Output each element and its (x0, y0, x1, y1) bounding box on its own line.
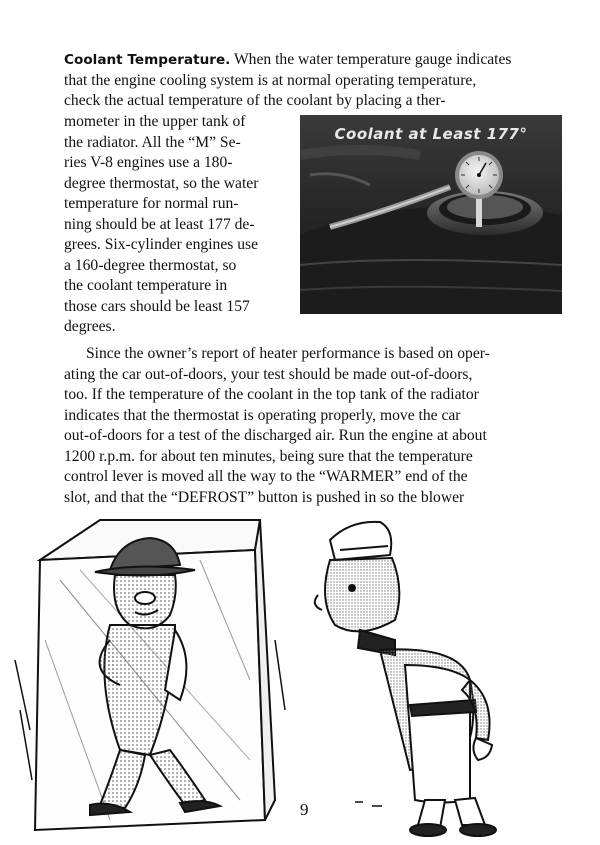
section-heading: Coolant Temperature. (64, 52, 231, 68)
text-line: indicates that the thermostat is operating properly, move the car (64, 406, 461, 424)
text-line: that the engine cooling system is at normal operating temperature, (64, 71, 477, 89)
text-line: out-of-doors for a test of the discharged air. Run the engine at about (64, 427, 487, 444)
paragraph-1-top (64, 50, 564, 112)
text-line: degree thermostat, so the water (64, 174, 259, 192)
photo-image (300, 115, 562, 314)
cartoon-drawing (0, 500, 600, 840)
text-line: 1200 r.p.m. for about ten minutes, being sure that the temperature (64, 447, 473, 465)
text-line: degrees. (64, 318, 116, 335)
cook-character (315, 522, 496, 836)
text-line: mometer in the upper tank of (64, 113, 246, 130)
text-line: the radiator. All the “M” Se- (64, 133, 241, 151)
text-line: control lever is moved all the way to the “WARMER” end of the (64, 468, 468, 485)
text-line: temperature for normal run- (64, 195, 239, 212)
text-line: ning should be at least 177 de- (64, 215, 255, 233)
motion-dashes (355, 802, 382, 806)
text-line: too. If the temperature of the coolant in the top tank of the radiator (64, 386, 479, 403)
text-line: grees. Six-cylinder engines use (64, 236, 259, 253)
text-line: ating the car out-of-doors, your test should be made out-of-doors, (64, 365, 473, 383)
text-line: ries V-8 engines use a 180- (64, 154, 233, 171)
page-number: 9 (300, 800, 309, 819)
photo-caption: Coolant at Least 177° (334, 125, 528, 143)
paragraph-1-narrow-column (64, 112, 289, 338)
text-line: check the actual temperature of the coolant by placing a ther- (64, 92, 446, 109)
text-line: slot, and that the “DEFROST” button is pushed in so the blower (64, 488, 465, 506)
paragraph-2 (64, 344, 564, 508)
text-line-content: When the water temperature gauge indicates (233, 51, 512, 68)
text-line: the coolant temperature in (64, 277, 228, 294)
text-line: those cars should be least 157 (64, 297, 250, 315)
text-line: Since the owner’s report of heater performance is based on oper- (86, 345, 490, 362)
text-line: a 160-degree thermostat, so (64, 256, 237, 274)
cartoon-illustration (0, 500, 600, 840)
text-line (64, 50, 564, 71)
radiator-thermometer-photo (300, 115, 562, 314)
